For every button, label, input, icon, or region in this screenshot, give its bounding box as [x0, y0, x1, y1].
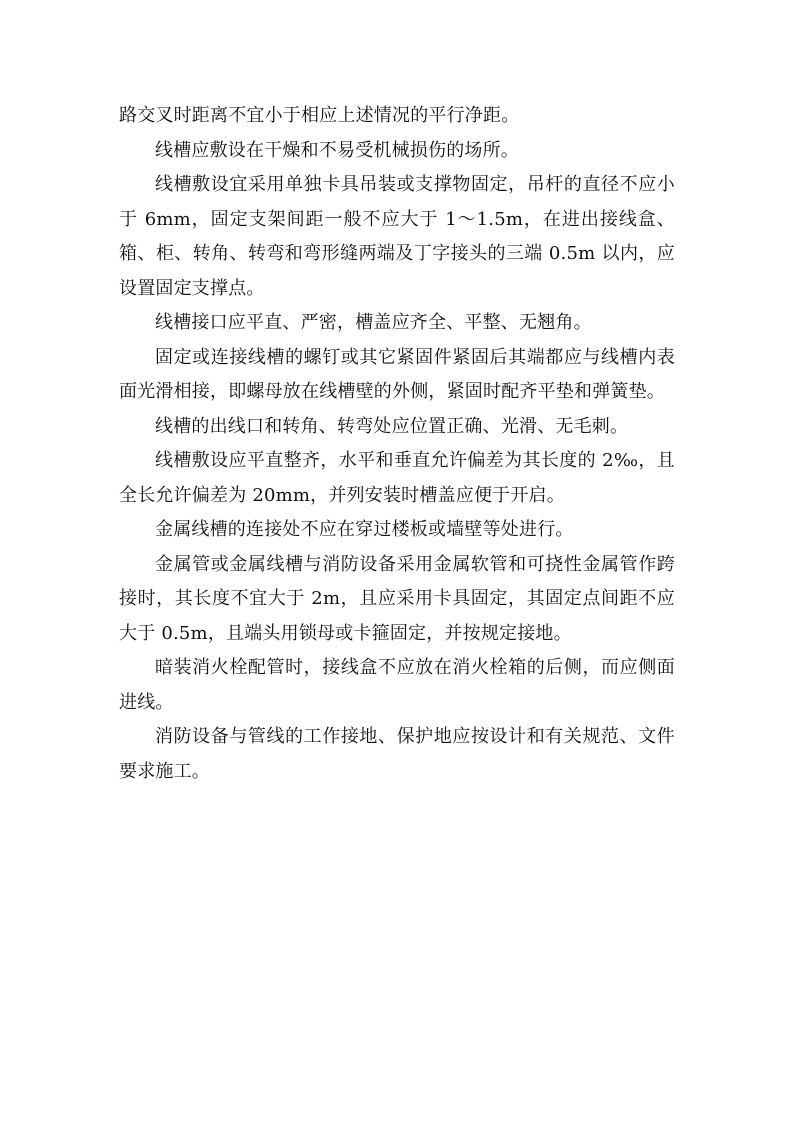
document-body	[119, 99, 675, 789]
paragraph-trunking-joints: 线槽接口应平直、严密，槽盖应齐全、平整、无翘角。	[155, 312, 592, 333]
paragraph-continued: 路交叉时距离不宜小于相应上述情况的平行净距。	[119, 105, 520, 126]
paragraph-tolerance: 线槽敷设应平直整齐，水平和垂直允许偏差为其长度的 2‰，且全长允许偏差为 20mm，并列安装时槽盖应便于开启。	[119, 450, 675, 506]
paragraph-hydrant-conduit: 暗装消火栓配管时，接线盒不应放在消火栓箱的后侧，而应侧面进线。	[119, 657, 675, 713]
paragraph-trunking-fixing: 线槽敷设宜采用单独卡具吊装或支撑物固定，吊杆的直径不应小于 6mm，固定支架间距一般不应大于 1～1.5m，在进出接线盒、箱、柜、转角、转弯和弯形缝两端及丁字接头的三端 0.5m 以内，应设置固定支撑点。	[119, 174, 675, 299]
paragraph-metal-connection: 金属线槽的连接处不应在穿过楼板或墙壁等处进行。	[155, 519, 574, 540]
paragraph-grounding: 消防设备与管线的工作接地、保护地应按设计和有关规范、文件要求施工。	[119, 726, 675, 782]
paragraph-outlets: 线槽的出线口和转角、转弯处应位置正确、光滑、无毛刺。	[155, 415, 629, 437]
paragraph-fasteners: 固定或连接线槽的螺钉或其它紧固件紧固后其端都应与线槽内表面光滑相接，即螺母放在线槽壁的外侧，紧固时配齐平垫和弹簧垫。	[119, 346, 675, 402]
paragraph-bonding: 金属管或金属线槽与消防设备采用金属软管和可挠性金属管作跨接时，其长度不宜大于 2m，且应采用卡具固定，其固定点间距不应大于 0.5m，且端头用锁母或卡箍固定，并按规定接地。	[119, 553, 675, 644]
paragraph-trunking-location: 线槽应敷设在干燥和不易受机械损伤的场所。	[155, 139, 519, 161]
